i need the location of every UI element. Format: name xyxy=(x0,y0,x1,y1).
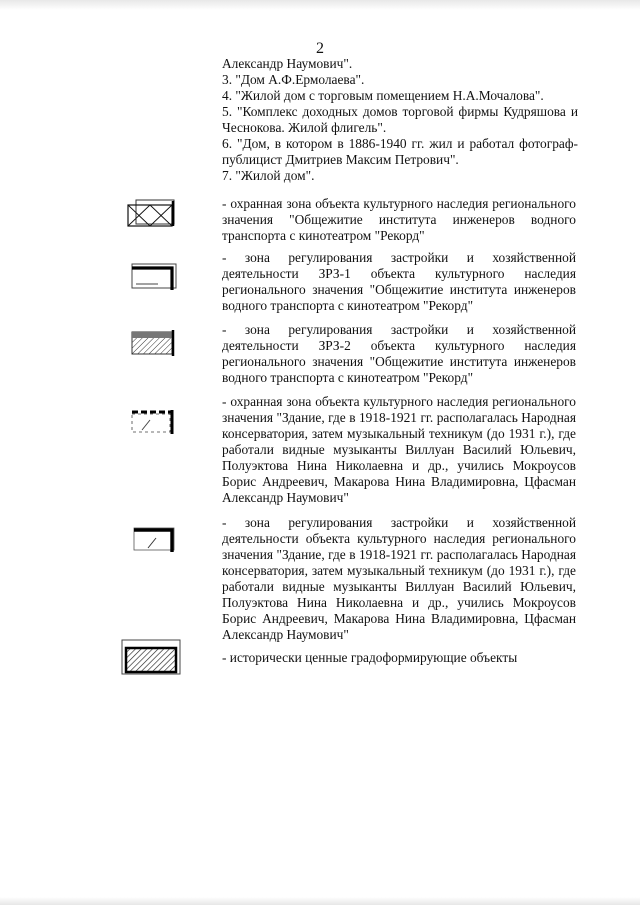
list-item: 3. "Дом А.Ф.Ермолаева". xyxy=(222,72,365,87)
list-item: 7. "Жилой дом". xyxy=(222,168,315,183)
object-list xyxy=(222,56,578,184)
legend-entry: - охранная зона объекта культурного наследия регионального значения "Общежитие института инженеров водного транспорта с кинотеатром "Рекорд" xyxy=(222,196,576,243)
page-number: 2 xyxy=(316,40,324,57)
scan-top-edge xyxy=(0,0,640,10)
bold-outline-zone-icon xyxy=(120,260,182,294)
scan-bottom-edge xyxy=(0,897,640,905)
list-item: 6. "Дом, в котором в 1886-1940 гг. жил и работал фотограф-публицист Дмитриев Максим Петрович". xyxy=(222,136,578,167)
list-item: 4. "Жилой дом с торговым помещением Н.А.Мочалова". xyxy=(222,88,544,103)
legend-entry: - исторически ценные градоформирующие объекты xyxy=(222,650,518,665)
list-item: 5. "Комплекс доходных домов торговой фирмы Кудряшова и Чеснокова. Жилой флигель". xyxy=(222,104,578,135)
dashed-outline-zone-icon xyxy=(120,404,182,438)
legend-entry: - зона регулирования застройки и хозяйственной деятельности ЗРЗ-1 объекта культурного наследия регионального значения "Общежитие института инженеров водного транспорта с кинотеатром "Рекорд" xyxy=(222,250,576,313)
legend-entry: - охранная зона объекта культурного наследия регионального значения "Здание, где в 1918-1921 гг. располагалась Народная консерватория, затем музыкальный техникум (до 1931 г.), где работали видные музыканты Виллуан Василий Юльевич, Полуэктова Нина Николаевна и др., учились Мокроусов Борис Андреевич, Макарова Нина Владимировна, Цфасман Александр Наумович" xyxy=(222,394,576,505)
legend-entry: - зона регулирования застройки и хозяйственной деятельности объекта культурного наследия регионального значения "Здание, где в 1918-1921 гг. располагалась Народная консерватория, затем музыкальный техникум (до 1931 г.), где работали видные музыканты Виллуан Василий Юльевич, Полуэктова Нина Николаевна и др., учились Мокроусов Борис Андреевич, Макарова Нина Владимировна, Цфасман Александр Наумович" xyxy=(222,515,576,642)
legend-entry: - зона регулирования застройки и хозяйственной деятельности ЗРЗ-2 объекта культурного наследия регионального значения "Общежитие института инженеров водного транспорта с кинотеатром "Рекорд" xyxy=(222,322,576,385)
bold-corner-zone-icon xyxy=(120,522,182,556)
diagonal-hatch-zone-icon xyxy=(120,326,182,360)
list-item: Александр Наумович". xyxy=(222,56,353,71)
hatched-building-icon xyxy=(114,636,186,680)
hatched-crossed-zone-icon xyxy=(120,196,182,230)
